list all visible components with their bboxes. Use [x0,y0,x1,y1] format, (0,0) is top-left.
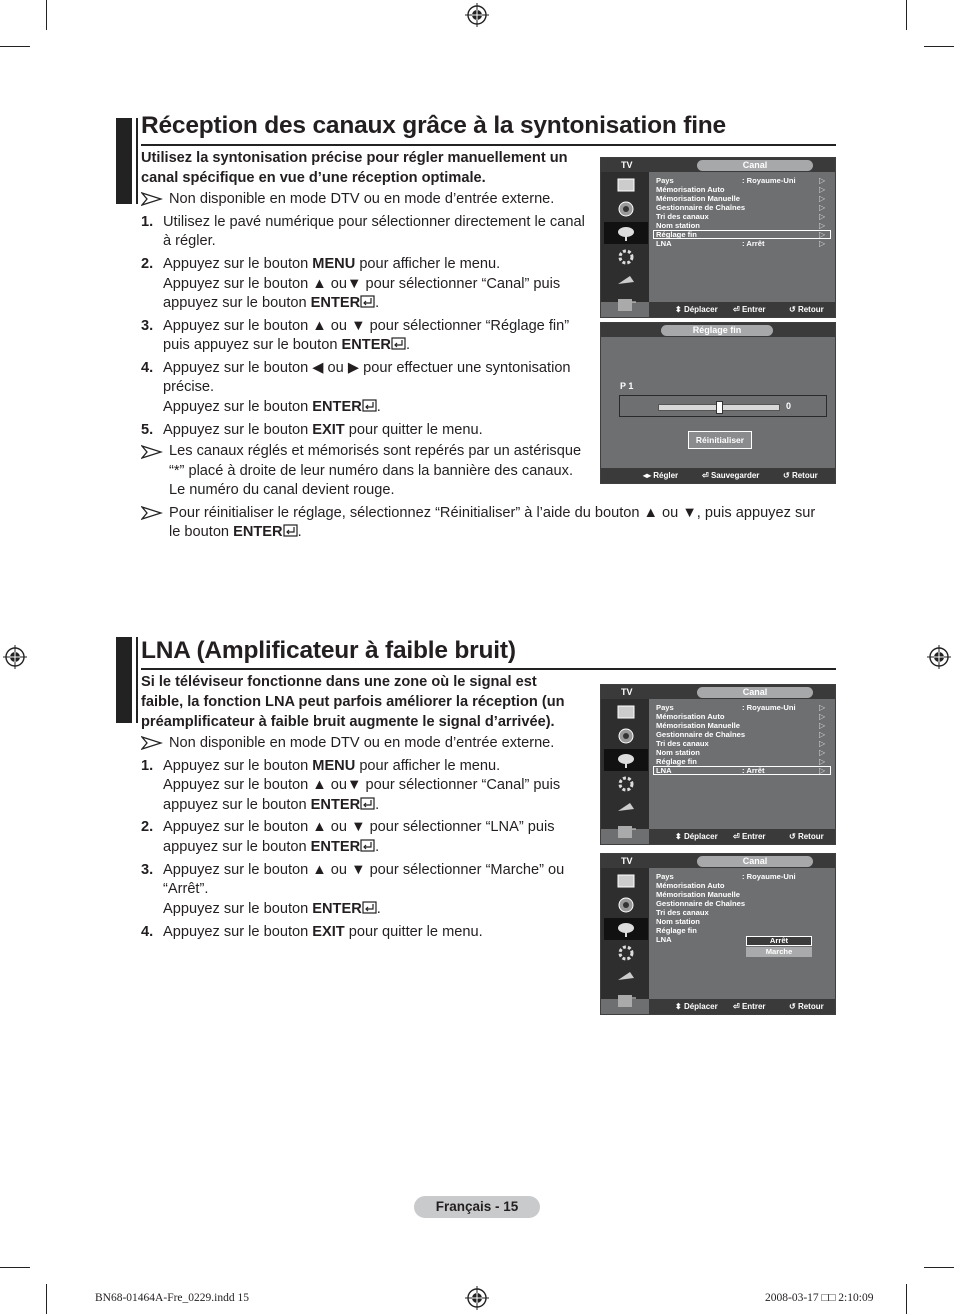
step-number: 4. [141,924,154,940]
channel-icon[interactable] [604,749,648,771]
crop-mark [46,0,47,30]
step-text: Appuyez sur le bouton ▲ ou ▼ pour sélectionner “Marche” ou [163,862,565,878]
submenu-arrow-icon: ▷ [819,748,826,757]
enter-icon [362,399,377,412]
back-hint: ↺ Retour [789,1002,824,1011]
step-text: Appuyez sur le bouton ◀ ou ▶ pour effectuer une syntonisation [163,360,571,376]
crop-mark [924,46,954,47]
menu-item-tri[interactable]: Tri des canaux [656,212,709,221]
enter-icon [362,901,377,914]
menu-sidebar [601,699,649,829]
submenu-arrow-icon: ▷ [819,712,826,721]
step-number: 2. [141,819,154,835]
menu-item-gestionnaire[interactable]: Gestionnaire de Chaînes [656,203,746,212]
submenu-arrow-icon: ▷ [819,185,826,194]
menu-sidebar [601,868,649,999]
picture-icon[interactable] [604,701,648,723]
menu-item-nom-station[interactable]: Nom station [656,748,700,757]
intro-line: préamplificateur à faible bruit augmente le signal d’arrivée). [141,714,555,730]
enter-icon [360,295,375,308]
menu-footer [649,302,835,317]
fine-tune-footer [601,468,835,483]
menu-title: Canal [697,687,813,698]
section-title: Réception des canaux grâce à la syntonisation fine [141,112,726,139]
menu-item-tri[interactable]: Tri des canaux [656,739,709,748]
step-text: Appuyez sur le bouton ▲ ou ▼ pour sélectionner “LNA” puis [163,819,555,835]
pays-value: : Royaume-Uni [742,872,796,881]
step-number: 4. [141,360,154,376]
step-text: appuyez sur le bouton ENTER . [163,839,380,855]
move-hint: ⬍ Déplacer [675,1002,718,1011]
note-arrow-icon [141,445,163,459]
submenu-arrow-icon: ▷ [819,194,826,203]
fine-tune-slider[interactable] [658,404,780,411]
submenu-arrow-icon: ▷ [819,730,826,739]
pays-value: : Royaume-Uni [742,176,796,185]
picture-icon[interactable] [604,870,648,892]
enter-icon [360,797,375,810]
menu-item-lna[interactable]: LNA [656,935,672,944]
menu-item-lna[interactable]: LNA [656,766,672,775]
menu-item-memorisation-manuelle[interactable]: Mémorisation Manuelle [656,721,740,730]
crop-mark [0,46,30,47]
tv-label: TV [621,856,633,866]
submenu-arrow-icon: ▷ [819,203,826,212]
note-text: Non disponible en mode DTV ou en mode d’entrée externe. [169,735,555,751]
note-arrow-icon [141,192,163,206]
lna-value: : Arrêt [742,239,765,248]
channel-icon[interactable] [604,918,648,940]
submenu-arrow-icon: ▷ [819,757,826,766]
submenu-arrow-icon: ▷ [819,721,826,730]
menu-item-memorisation-auto[interactable]: Mémorisation Auto [656,881,725,890]
enter-icon [283,524,298,537]
menu-item-gestionnaire[interactable]: Gestionnaire de Chaînes [656,730,746,739]
registration-mark-icon [927,645,951,669]
print-file-name: BN68-01464A-Fre_0229.indd 15 [95,1292,249,1304]
step-text: Appuyez sur le bouton MENU pour afficher le menu. [163,758,501,774]
submenu-arrow-icon: ▷ [819,230,826,239]
crop-mark [906,1284,907,1314]
save-hint: ⏎ Sauvegarder [702,471,760,480]
pays-value: : Royaume-Uni [742,703,796,712]
move-hint: ⬍ Déplacer [675,832,718,841]
section-marker [116,637,132,723]
sound-icon[interactable] [604,894,648,916]
enter-icon [360,839,375,852]
enter-hint: ⏎ Entrer [733,832,766,841]
enter-hint: ⏎ Entrer [733,1002,766,1011]
input-icon[interactable] [604,270,648,292]
step-text: puis appuyez sur le bouton ENTER . [163,337,411,353]
step-text: Appuyez sur le bouton EXIT pour quitter le menu. [163,422,483,438]
note-text: Non disponible en mode DTV ou en mode d’entrée externe. [169,191,555,207]
step-number: 3. [141,318,154,334]
step-number: 5. [141,422,154,438]
step-text: Appuyez sur le bouton ▲ ou ▼ pour sélectionner “Réglage fin” [163,318,570,334]
submenu-arrow-icon: ▷ [819,703,826,712]
fine-tune-value: 0 [786,401,792,411]
tv-label: TV [621,687,633,697]
step-text: “Arrêt”. [163,881,209,897]
menu-item-pays[interactable]: Pays [656,703,674,712]
menu-title: Canal [697,856,813,867]
step-text: appuyez sur le bouton ENTER . [163,797,380,813]
menu-item-tri[interactable]: Tri des canaux [656,908,709,917]
menu-footer [649,999,835,1014]
lna-value: : Arrêt [742,766,765,775]
page-number: Français - 15 [414,1196,540,1218]
tv-label: TV [621,160,633,170]
channel-icon[interactable] [604,222,648,244]
menu-item-reglage-fin[interactable]: Réglage fin [656,926,697,935]
slider-thumb[interactable] [716,401,723,414]
menu-title: Canal [697,160,813,171]
step-text: à régler. [163,233,216,249]
back-hint: ↺ Retour [789,832,824,841]
registration-mark-icon [465,1286,489,1310]
menu-item-gestionnaire[interactable]: Gestionnaire de Chaînes [656,899,746,908]
submenu-arrow-icon: ▷ [819,766,826,775]
step-text: Appuyez sur le bouton MENU pour afficher le menu. [163,256,501,272]
fine-tune-box[interactable] [619,395,827,417]
section-title: LNA (Amplificateur à faible bruit) [141,637,516,664]
setup-icon[interactable] [604,246,648,268]
note-text: le bouton ENTER . [169,524,302,540]
menu-item-lna[interactable]: LNA [656,239,672,248]
enter-icon [391,337,406,350]
back-hint: ↺ Retour [783,471,818,480]
menu-item-memorisation-auto[interactable]: Mémorisation Auto [656,185,725,194]
adjust-hint: ◂▸ Régler [643,471,679,480]
step-text: Appuyez sur le bouton ▲ ou▼ pour sélectionner “Canal” puis [163,276,561,292]
back-hint: ↺ Retour [789,305,824,314]
intro-line: Si le téléviseur fonctionne dans une zone où le signal est [141,674,537,690]
step-text: Appuyez sur le bouton ENTER . [163,399,381,415]
tv-menu-screen [600,684,836,845]
step-number: 3. [141,862,154,878]
registration-mark-icon [465,3,489,27]
submenu-arrow-icon: ▷ [819,176,826,185]
intro-line: Utilisez la syntonisation précise pour régler manuellement un [141,150,568,166]
menu-item-pays[interactable]: Pays [656,176,674,185]
menu-item-nom-station[interactable]: Nom station [656,221,700,230]
menu-item-reglage-fin[interactable]: Réglage fin [656,757,697,766]
enter-hint: ⏎ Entrer [733,305,766,314]
menu-item-memorisation-auto[interactable]: Mémorisation Auto [656,712,725,721]
application-icon[interactable] [604,990,648,1012]
crop-mark [46,1284,47,1314]
channel-label: P 1 [620,381,634,391]
sound-icon[interactable] [604,725,648,747]
setup-icon[interactable] [604,773,648,795]
note-arrow-icon [141,506,163,520]
menu-footer [649,829,835,844]
submenu-arrow-icon: ▷ [819,221,826,230]
crop-mark [906,0,907,30]
option-arret[interactable]: Arrêt [746,936,812,946]
step-number: 2. [141,256,154,272]
menu-item-memorisation-manuelle[interactable]: Mémorisation Manuelle [656,890,740,899]
fine-tune-screen [600,322,836,484]
crop-mark [0,1267,30,1268]
step-text: précise. [163,379,215,395]
step-number: 1. [141,214,154,230]
menu-item-memorisation-manuelle[interactable]: Mémorisation Manuelle [656,194,740,203]
submenu-arrow-icon: ▷ [819,239,826,248]
menu-item-pays[interactable]: Pays [656,872,674,881]
step-number: 1. [141,758,154,774]
menu-item-reglage-fin[interactable]: Réglage fin [656,230,697,239]
move-hint: ⬍ Déplacer [675,305,718,314]
option-marche[interactable]: Marche [746,947,812,957]
section-rule [141,144,836,146]
menu-sidebar [601,172,649,302]
note-text: “*” placé à droite de leur numéro dans la bannière des canaux. [169,463,574,479]
menu-item-nom-station[interactable]: Nom station [656,917,700,926]
reset-button[interactable]: Réinitialiser [688,431,752,449]
crop-mark [924,1267,954,1268]
fine-tune-title: Réglage fin [661,325,773,336]
print-date: 2008-03-17 □□ 2:10:09 [765,1292,874,1304]
note-arrow-icon [141,736,163,750]
note-text: Le numéro du canal devient rouge. [169,482,395,498]
input-icon[interactable] [604,966,648,988]
picture-icon[interactable] [604,174,648,196]
application-icon[interactable] [604,821,648,843]
registration-mark-icon [3,645,27,669]
step-text: Appuyez sur le bouton ENTER . [163,901,381,917]
step-text: appuyez sur le bouton ENTER . [163,295,380,311]
submenu-arrow-icon: ▷ [819,212,826,221]
submenu-arrow-icon: ▷ [819,739,826,748]
step-text: Appuyez sur le bouton ▲ ou▼ pour sélectionner “Canal” puis [163,777,561,793]
setup-icon[interactable] [604,942,648,964]
input-icon[interactable] [604,797,648,819]
note-text: Les canaux réglés et mémorisés sont repérés par un astérisque [169,443,582,459]
application-icon[interactable] [604,294,648,316]
sound-icon[interactable] [604,198,648,220]
lna-options-screen [600,853,836,1015]
step-text: Utilisez le pavé numérique pour sélectionner directement le canal [163,214,585,230]
intro-line: canal spécifique en vue d’une réception optimale. [141,170,486,186]
step-text: Appuyez sur le bouton EXIT pour quitter le menu. [163,924,483,940]
section-rule [141,668,836,670]
tv-menu-screen [600,157,836,318]
note-text: Pour réinitialiser le réglage, sélectionnez “Réinitialiser” à l’aide du bouton ▲ ou ▼, puis appuyez sur [169,505,816,521]
intro-line: faible, la fonction LNA peut parfois améliorer la réception (un [141,694,565,710]
section-marker [116,118,132,204]
